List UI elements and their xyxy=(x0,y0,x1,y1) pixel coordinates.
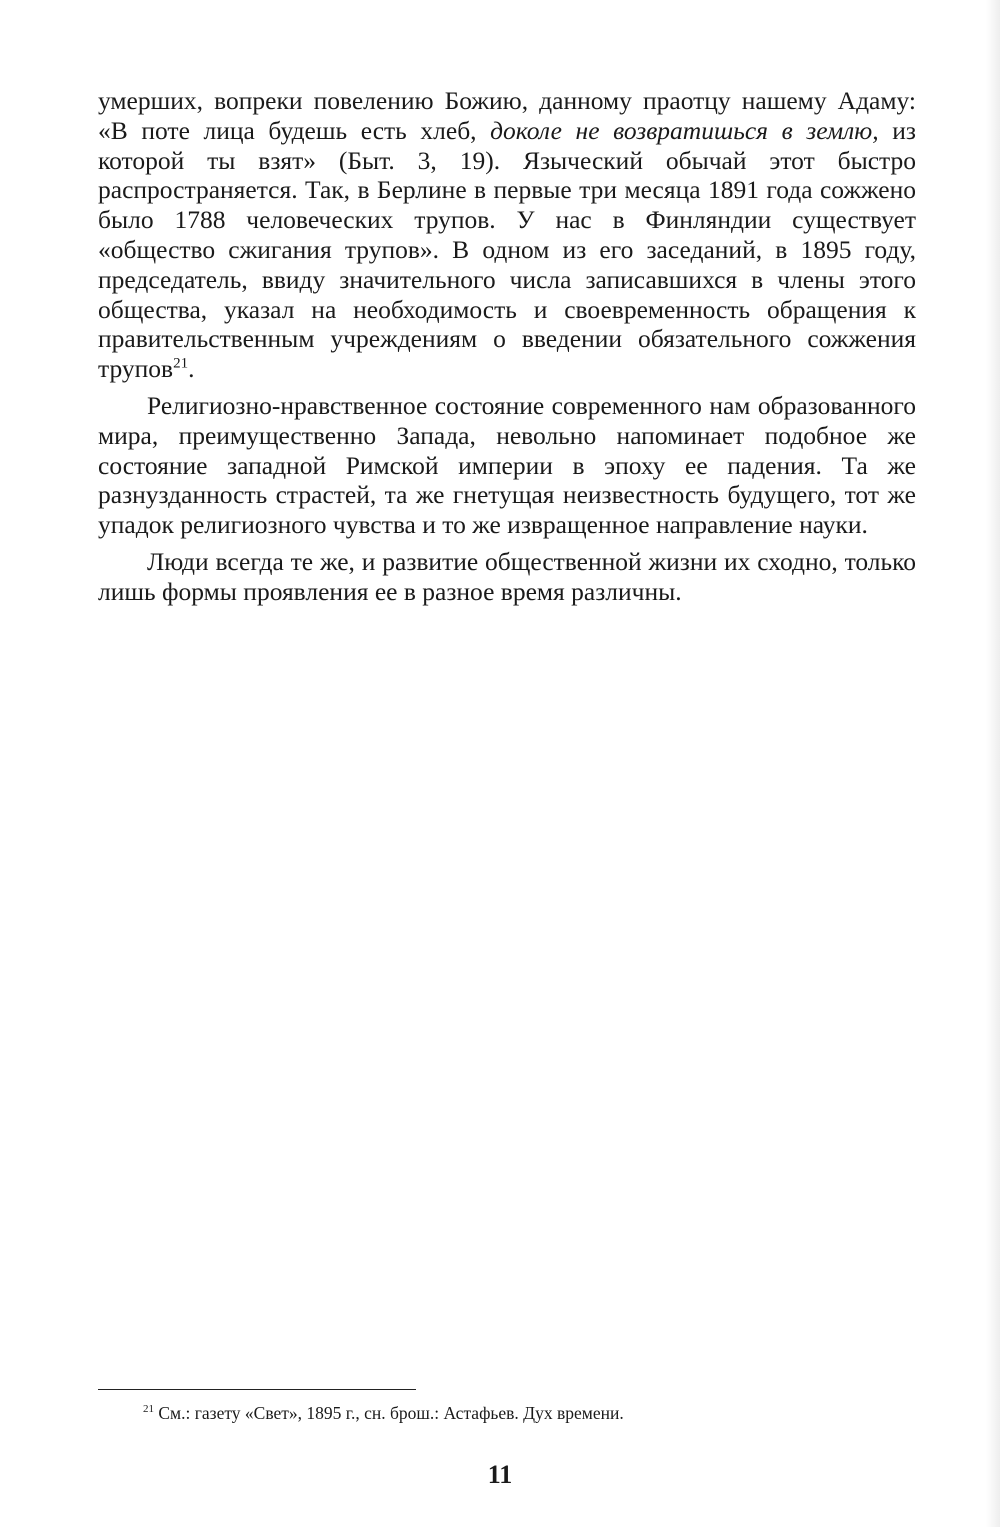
paragraph-1-text-continued: из которой ты взят» (Быт. 3, 19). Языческий обычай этот быстро распространяется. Так, в Берлине в первые три месяца 1891 года сожжено было 1788 человеческих трупов. У нас в Финляндии существует «общество сжигания трупов». В одном из его заседаний, в 1895 году, председатель, ввиду значительного числа записавшихся в члены этого общества, указал на необходимость и своевременность обращения к правительственным учреждениям о введении обязательного сожжения трупов xyxy=(98,115,916,384)
paragraph-1-italic-quote: доколе не возвратишься в землю, xyxy=(490,115,879,145)
main-text xyxy=(98,86,916,607)
paragraph-1-text: умерших, вопреки повелению Божию, данному праотцу нашему Адаму: «В поте лица будешь есть хлеб, xyxy=(98,86,916,145)
page-edge-shadow xyxy=(986,0,1000,1527)
footnote-divider xyxy=(98,1389,416,1390)
footnote-number: 21 xyxy=(143,1403,154,1416)
paragraph-2: Религиозно-нравственное состояние современного нам образованного мира, преимущественно Запада, невольно напоминает подобное же состояние западной Римской империи в эпоху ее падения. Та же разнузданность страстей, та же гнетущая неизвестность будущего, тот же упадок религиозного чувства и то же извращенное направление науки. xyxy=(98,390,916,540)
footnote-reference[interactable]: 21 xyxy=(173,355,189,372)
footnote xyxy=(143,1402,624,1424)
footnote-text: См.: газету «Свет», 1895 г., сн. брош.: Астафьев. Дух времени. xyxy=(154,1403,624,1423)
paragraph-1 xyxy=(98,86,916,384)
paragraph-3: Люди всегда те же, и развитие общественной жизни их сходно, только лишь формы проявления ее в разное время различны. xyxy=(98,546,916,606)
page-number: 11 xyxy=(487,1460,513,1489)
paragraph-1-end: . xyxy=(188,354,195,384)
